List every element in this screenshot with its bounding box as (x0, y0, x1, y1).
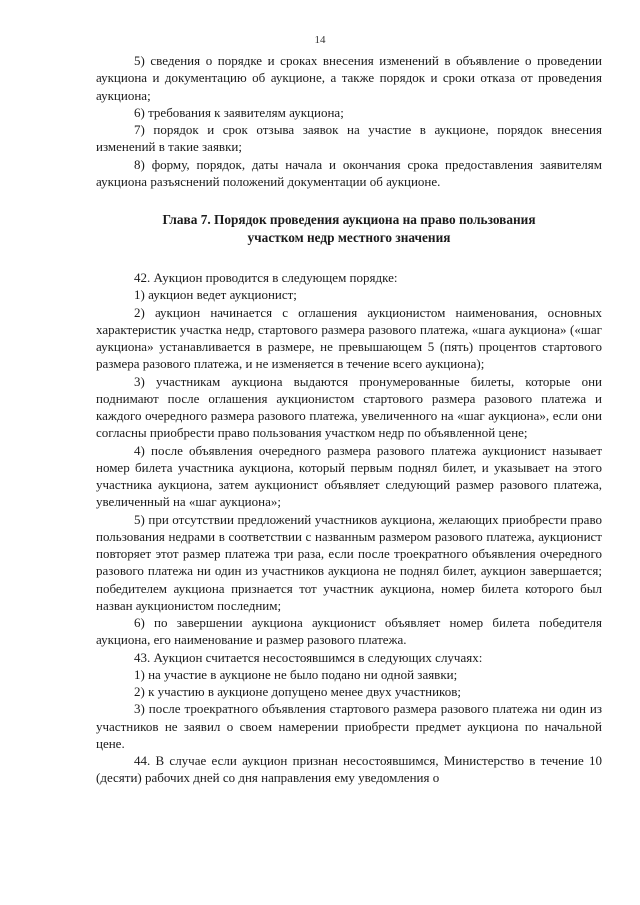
page-body (96, 52, 602, 787)
chapter-heading-line-2: участком недр местного значения (247, 229, 451, 245)
paragraph-item-8: 8) форму, порядок, даты начала и окончания срока предоставления заявителям аукциона разъяснений положений документации об аукционе. (96, 156, 602, 189)
paragraph-42-item-1: 1) аукцион ведет аукционист; (134, 287, 297, 303)
paragraph-43: 43. Аукцион считается несостоявшимся в следующих случаях: (134, 649, 483, 665)
paragraph-43-item-1: 1) на участие в аукционе не было подано ни одной заявки; (134, 666, 458, 682)
paragraph-42-item-5: 5) при отсутствии предложений участников аукциона, желающих приобрести право пользования недрами в соответствии с названным размером разового платежа, аукционист повторяет этот размер платежа три раза, если после троекратного объявления очередного разового платежа ни один из участников аукциона не поднял билет, аукцион завершается; победителем аукциона признается тот участник аукциона, номер билета которого был назван аукционистом последним; (96, 511, 602, 613)
paragraph-item-6: 6) требования к заявителям аукциона; (134, 104, 344, 120)
paragraph-item-5: 5) сведения о порядке и сроках внесения изменений в объявление о проведении аукциона и документацию об аукционе, а также порядок и сроки отказа от проведения аукциона; (96, 53, 602, 103)
paragraph-42-item-4: 4) после объявления очередного размера разового платежа аукционист называет номер билета участника аукциона, который первым поднял билет, и указывает на этого участника аукциона, затем аукционист объявляет следующий размер разового платежа, увеличенный на «шаг аукциона»; (96, 442, 602, 510)
paragraph-42-item-2: 2) аукцион начинается с оглашения аукционистом наименования, основных характеристик участка недр, стартового размера разового платежа, «шага аукциона» («шаг аукциона» устанавливается в размере, не превышающем 5 (пять) процентов стартового размера разового платежа, и не изменяется в течение всего аукциона); (96, 304, 602, 372)
paragraph-42: 42. Аукцион проводится в следующем порядке: (134, 270, 398, 285)
paragraph-43-item-2: 2) к участию в аукционе допущено менее двух участников; (134, 684, 461, 699)
paragraph-43-item-3: 3) после троекратного объявления стартового размера разового платежа ни один из участников не заявил о своем намерении приобрести предмет аукциона по начальной цене. (96, 701, 602, 751)
paragraph-42-item-6: 6) по завершении аукциона аукционист объявляет номер билета победителя аукциона, его наименование и размер разового платежа. (96, 615, 602, 648)
paragraph-42-item-3: 3) участникам аукциона выдаются пронумерованные билеты, которые они поднимают после оглашения аукционистом стартового размера разового платежа и каждого очередного размера разового платежа, увеличенного на «шаг аукциона», если они согласны приобрести право пользования участком недр по объявленной цене; (96, 373, 602, 441)
page-number: 14 (314, 34, 326, 46)
paragraph-item-7: 7) порядок и срок отзыва заявок на участие в аукционе, порядок внесения изменений в такие заявки; (96, 122, 602, 155)
chapter-heading (96, 211, 602, 246)
paragraph-44: 44. В случае если аукцион признан несостоявшимся, Министерство в течение 10 (десяти) рабочих дней со дня направления ему уведомления о (96, 753, 602, 786)
chapter-heading-line-1: Глава 7. Порядок проведения аукциона на право пользования (162, 212, 536, 227)
